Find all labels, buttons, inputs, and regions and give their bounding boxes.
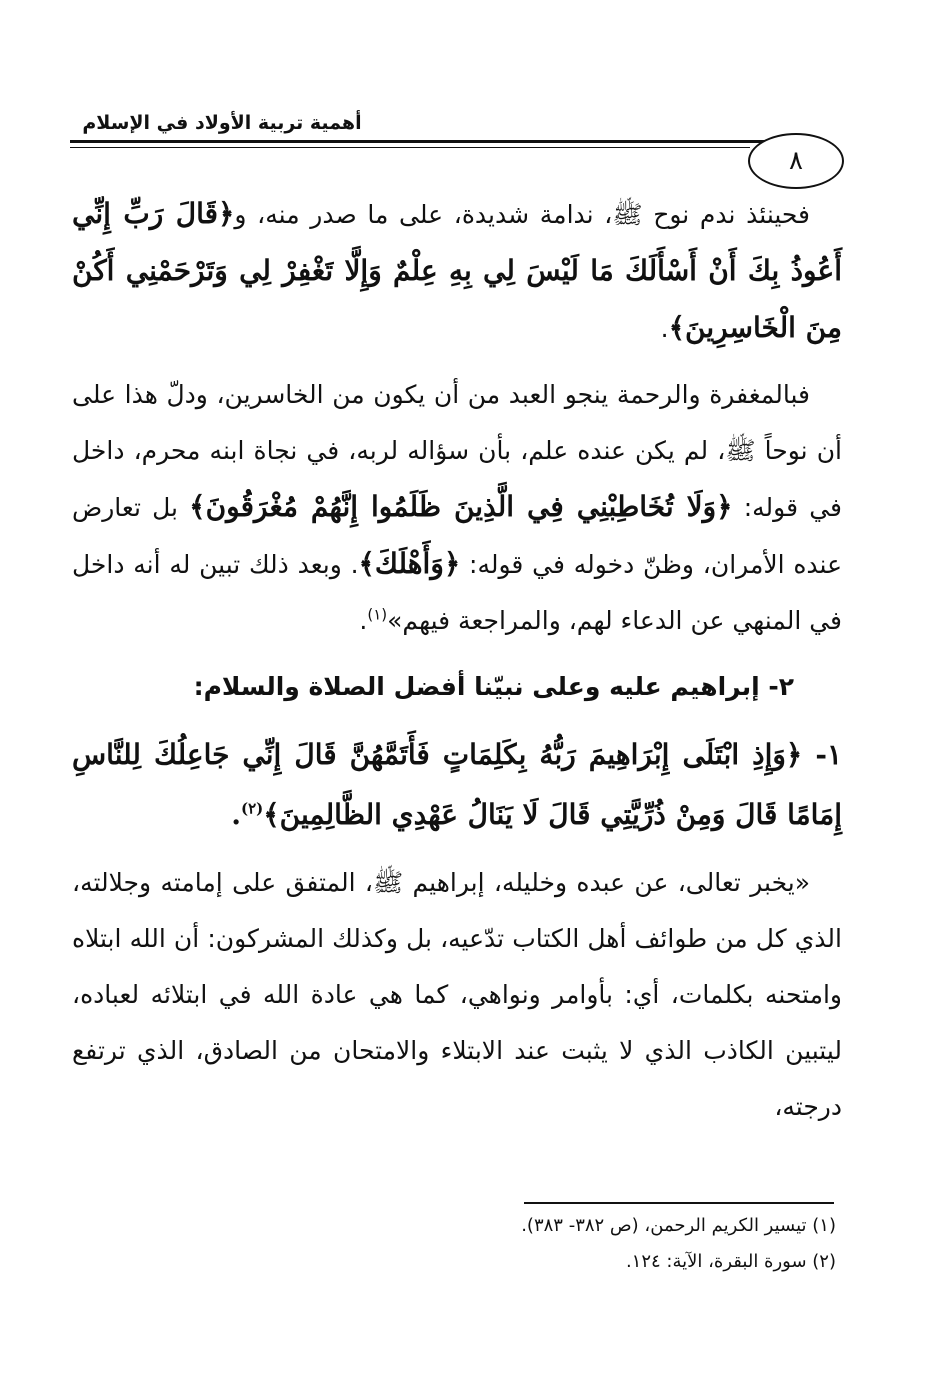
footnote-ref[interactable]: (٢) (240, 799, 264, 818)
text-segment: فحينئذ ندم نوح ﷺ، ندامة شديدة، على ما صدر منه، و (234, 200, 810, 229)
text-segment: . (359, 606, 368, 635)
page-number (748, 133, 844, 189)
section-heading: ٢- إبراهيم عليه وعلى نبيّنا أفضل الصلاة والسلام: (193, 672, 794, 701)
header-rule-thin (70, 147, 750, 148)
quran-verse: ﴿وَأَهْلَكَ﴾ (358, 547, 461, 580)
text-segment: . (660, 314, 669, 343)
text-segment: بل تعارض عنده الأمران، وظنّ دخوله في قوله: (72, 493, 842, 579)
paragraph-3: «يخبر تعالى، عن عبده وخليله، إبراهيم ﷺ، المتفق على إمامته وجلالته، الذي كل من طوائف أهل الكتاب تدّعيه، بل وكذلك المشركون: أن الله ابتلاه وامتحنه بكلمات، أي: بأوامر ونواهي، كما هي عادة الله في ابتلائه لعباده، ليتبين الكاذب الذي لا يثبت عند الابتلاء والامتحان من الصادق، الذي ترتفع درجته، (72, 868, 842, 1121)
header-rule (70, 140, 790, 143)
verse-number: ١- (815, 738, 842, 771)
footnote-rule (524, 1202, 834, 1204)
footnotes (420, 1208, 836, 1280)
quran-verse: ﴿وَلَا تُخَاطِبْنِي فِي الَّذِينَ ظَلَمُوا إِنَّهُمْ مُغْرَقُونَ﴾ (189, 490, 733, 523)
text-segment: . وبعد ذلك تبين له أنه داخل في المنهي عن الدعاء لهم، والمراجعة فيهم» (72, 550, 842, 635)
footnote-ref[interactable]: (١) (367, 605, 388, 624)
text-segment: فبالمغفرة والرحمة ينجو العبد من أن يكون من الخاسرين، ودلّ هذا على أن نوحاً ﷺ، لم يكن عنده علم، بأن سؤاله لربه، في نجاة ابنه محرم، داخل في قوله: (72, 380, 842, 522)
paragraph-1 (72, 186, 842, 357)
paragraph-2 (72, 367, 842, 649)
body-text (72, 186, 842, 1145)
verse-end: . (231, 798, 241, 831)
quran-verse: ﴿وَإِذِ ابْتَلَى إِبْرَاهِيمَ رَبُّهُ بِكَلِمَاتٍ فَأَتَمَّهُنَّ قَالَ إِنِّي جَاعِلُكَ لِلنَّاسِ إِمَامًا قَالَ وَمِنْ ذُرِّيَّتِي قَالَ لَا يَنَالُ عَهْدِي الظَّالِمِينَ﴾ (72, 738, 842, 831)
quran-verse: ﴿قَالَ رَبِّ إِنِّي أَعُوذُ بِكَ أَنْ أَسْأَلَكَ مَا لَيْسَ لِي بِهِ عِلْمٌ وَإِلَّا تَغْفِرْ لِي وَتَرْحَمْنِي أَكُنْ مِنَ الْخَاسِرِينَ﴾ (72, 197, 842, 344)
page-number-label: ٨ (789, 146, 803, 176)
running-header-title: أهمية تربية الأولاد في الإسلام (82, 112, 362, 134)
verse-block (72, 725, 842, 845)
footnote-2: (٢) سورة البقرة، الآية: ١٢٤. (625, 1251, 836, 1272)
footnote-1: (١) تيسير الكريم الرحمن، (ص ٣٨٢- ٣٨٣). (521, 1215, 836, 1236)
